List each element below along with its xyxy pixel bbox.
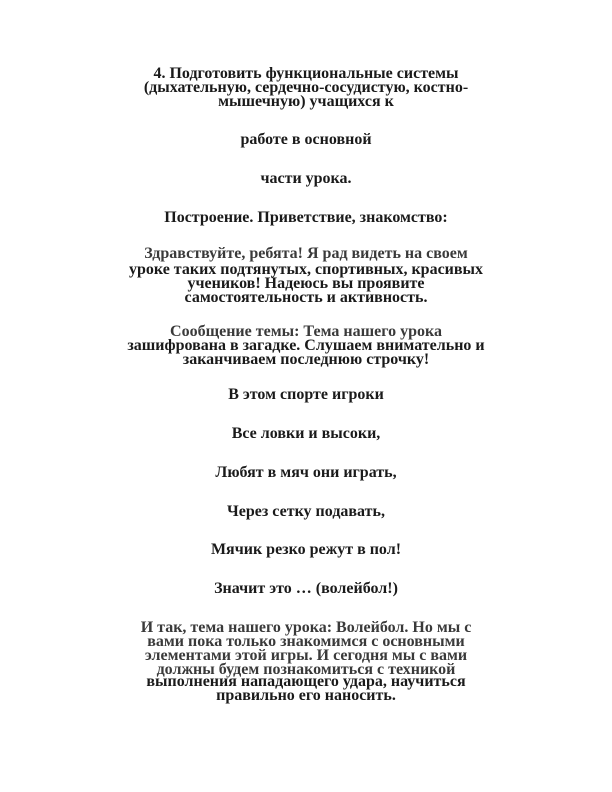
objective-line-5: части урока. — [260, 170, 352, 187]
objective-line-3: мышечную) учащихся к — [218, 93, 394, 110]
closing-line-2: вами пока только знакомимся с основными — [147, 633, 465, 650]
greeting-line-1: Здравствуйте, ребята! Я рад видеть на своем — [144, 245, 468, 262]
section-heading: Построение. Приветствие, знакомство: — [164, 209, 448, 226]
topic-line-1: Сообщение темы: Тема нашего урока — [170, 323, 442, 340]
greeting-line-4: самостоятельность и активность. — [184, 289, 428, 306]
objective-line-4: работе в основной — [240, 131, 372, 148]
objective-line-2: (дыхательную, сердечно-сосудистую, костно- — [143, 79, 469, 96]
greeting-line-2: уроке таких подтянутых, спортивных, красивых — [128, 261, 484, 278]
topic-line-3: заканчиваем последнюю строчку! — [182, 351, 430, 368]
riddle-line-2: Все ловки и высоки, — [231, 425, 381, 442]
riddle-line-1: В этом спорте игроки — [228, 386, 384, 403]
riddle-line-3: Любят в мяч они играть, — [215, 464, 397, 481]
riddle-line-6: Значит это … (волейбол!) — [214, 580, 398, 597]
closing-line-4: должны будем познакомиться с техникой — [156, 661, 456, 678]
closing-line-6: правильно его наносить. — [216, 687, 396, 704]
closing-line-1: И так, тема нашего урока: Волейбол. Но мы с — [140, 619, 472, 636]
greeting-line-3: учеников! Надеюсь вы проявите — [187, 275, 425, 292]
closing-line-3: элементами этой игры. И сегодня мы с вами — [144, 647, 468, 664]
topic-line-2: зашифрована в загадке. Слушаем внимательно и — [127, 337, 485, 354]
closing-line-5: выполнения нападающего удара, научиться — [146, 673, 466, 690]
riddle-line-5: Мячик резко режут в пол! — [210, 541, 402, 558]
objective-line-1: 4. Подготовить функциональные системы — [153, 65, 459, 82]
riddle-line-4: Через сетку подавать, — [227, 503, 385, 520]
